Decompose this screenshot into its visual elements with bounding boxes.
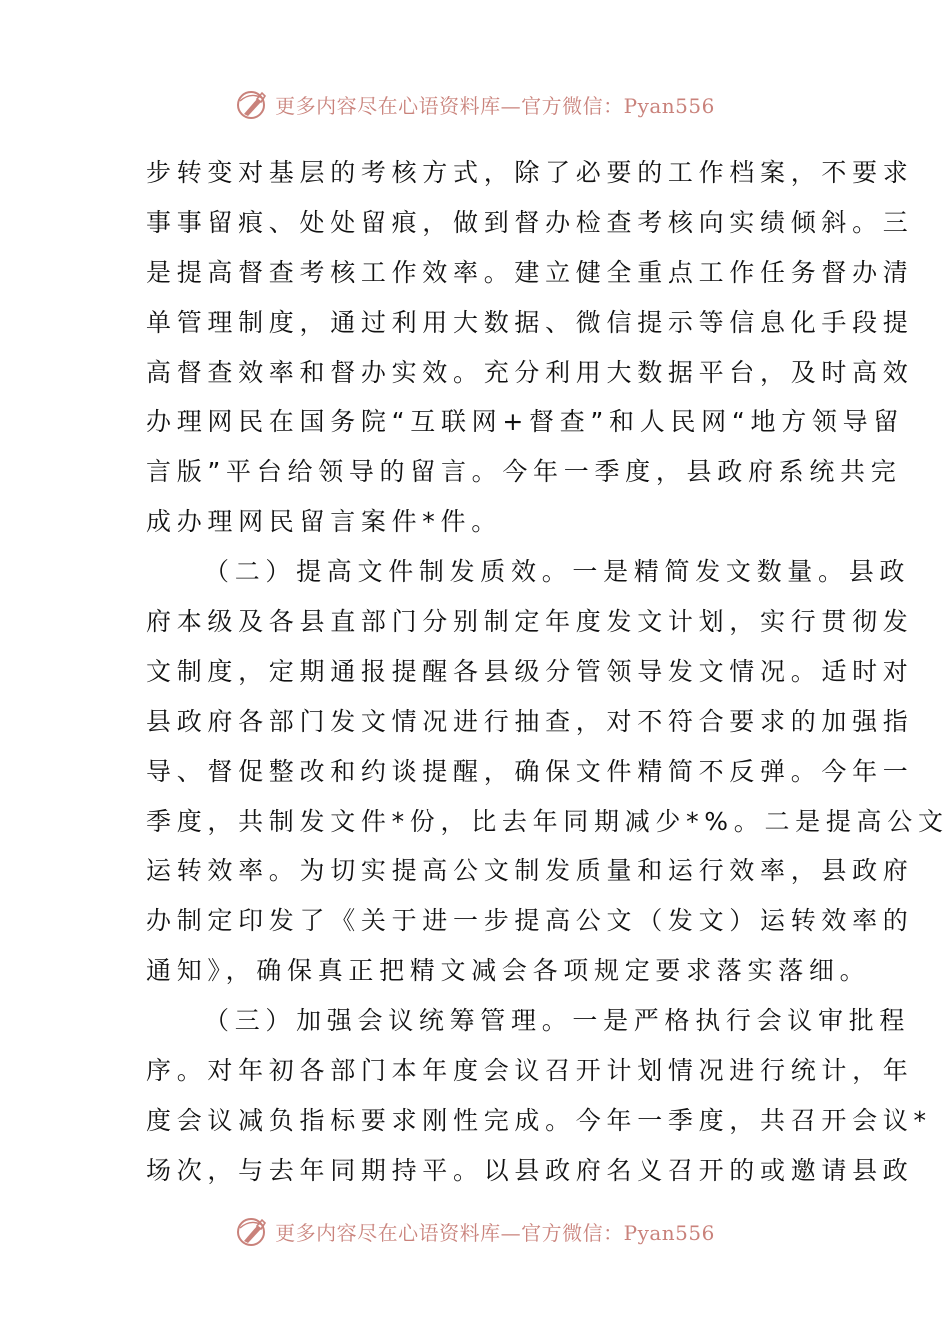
pen-nib-logo-icon — [235, 1214, 269, 1248]
text-line: 高督查效率和督办实效。充分利用大数据平台，及时高效 — [146, 357, 914, 387]
watermark-text: 更多内容尽在心语资料库—官方微信：Pyan556 — [275, 1220, 715, 1245]
text-line: 度会议减负指标要求刚性完成。今年一季度，共召开会议* — [146, 1105, 932, 1135]
text-line: 场次，与去年同期持平。以县政府名义召开的或邀请县政 — [146, 1155, 914, 1185]
text-line: 是提高督查考核工作效率。建立健全重点工作任务督办清 — [146, 257, 914, 287]
pen-nib-logo-icon — [235, 87, 269, 121]
paragraph-start-line: （三）加强会议统筹管理。一是严格执行会议审批程 — [204, 1006, 911, 1036]
text-line: 成办理网民留言案件*件。 — [146, 507, 502, 537]
document-body — [146, 148, 949, 1196]
text-line: 单管理制度，通过利用大数据、微信提示等信息化手段提 — [146, 307, 914, 337]
text-line: 办理网民在国务院“互联网+督查”和人民网“地方领导留 — [146, 407, 905, 437]
text-line: 导、督促整改和约谈提醒，确保文件精简不反弹。今年一 — [146, 756, 914, 786]
text-line: 文制度，定期通报提醒各县级分管领导发文情况。适时对 — [146, 656, 914, 686]
text-line: 事事留痕、处处留痕，做到督办检查考核向实绩倾斜。三 — [146, 207, 914, 237]
text-line: 府本级及各县直部门分别制定年度发文计划，实行贯彻发 — [146, 607, 914, 637]
text-line: 言版”平台给领导的留言。今年一季度，县政府系统共完 — [146, 457, 902, 487]
footer-watermark — [0, 1209, 950, 1253]
text-line: 运转效率。为切实提高公文制发质量和运行效率，县政府 — [146, 856, 914, 886]
text-line: 步转变对基层的考核方式，除了必要的工作档案，不要求 — [146, 158, 914, 187]
text-line: 县政府各部门发文情况进行抽查，对不符合要求的加强指 — [146, 706, 914, 736]
text-line: 序。对年初各部门本年度会议召开计划情况进行统计，年 — [146, 1056, 914, 1086]
watermark-text: 更多内容尽在心语资料库—官方微信：Pyan556 — [275, 93, 715, 118]
paragraph-start-line: （二）提高文件制发质效。一是精简发文数量。县政 — [204, 557, 911, 587]
text-line: 季度，共制发文件*份，比去年同期减少*%。二是提高公文 — [146, 806, 949, 836]
header-watermark — [0, 82, 950, 126]
text-line: 通知》，确保真正把精文减会各项规定要求落实落细。 — [146, 956, 871, 986]
text-line: 办制定印发了《关于进一步提高公文（发文）运转效率的 — [146, 906, 914, 936]
